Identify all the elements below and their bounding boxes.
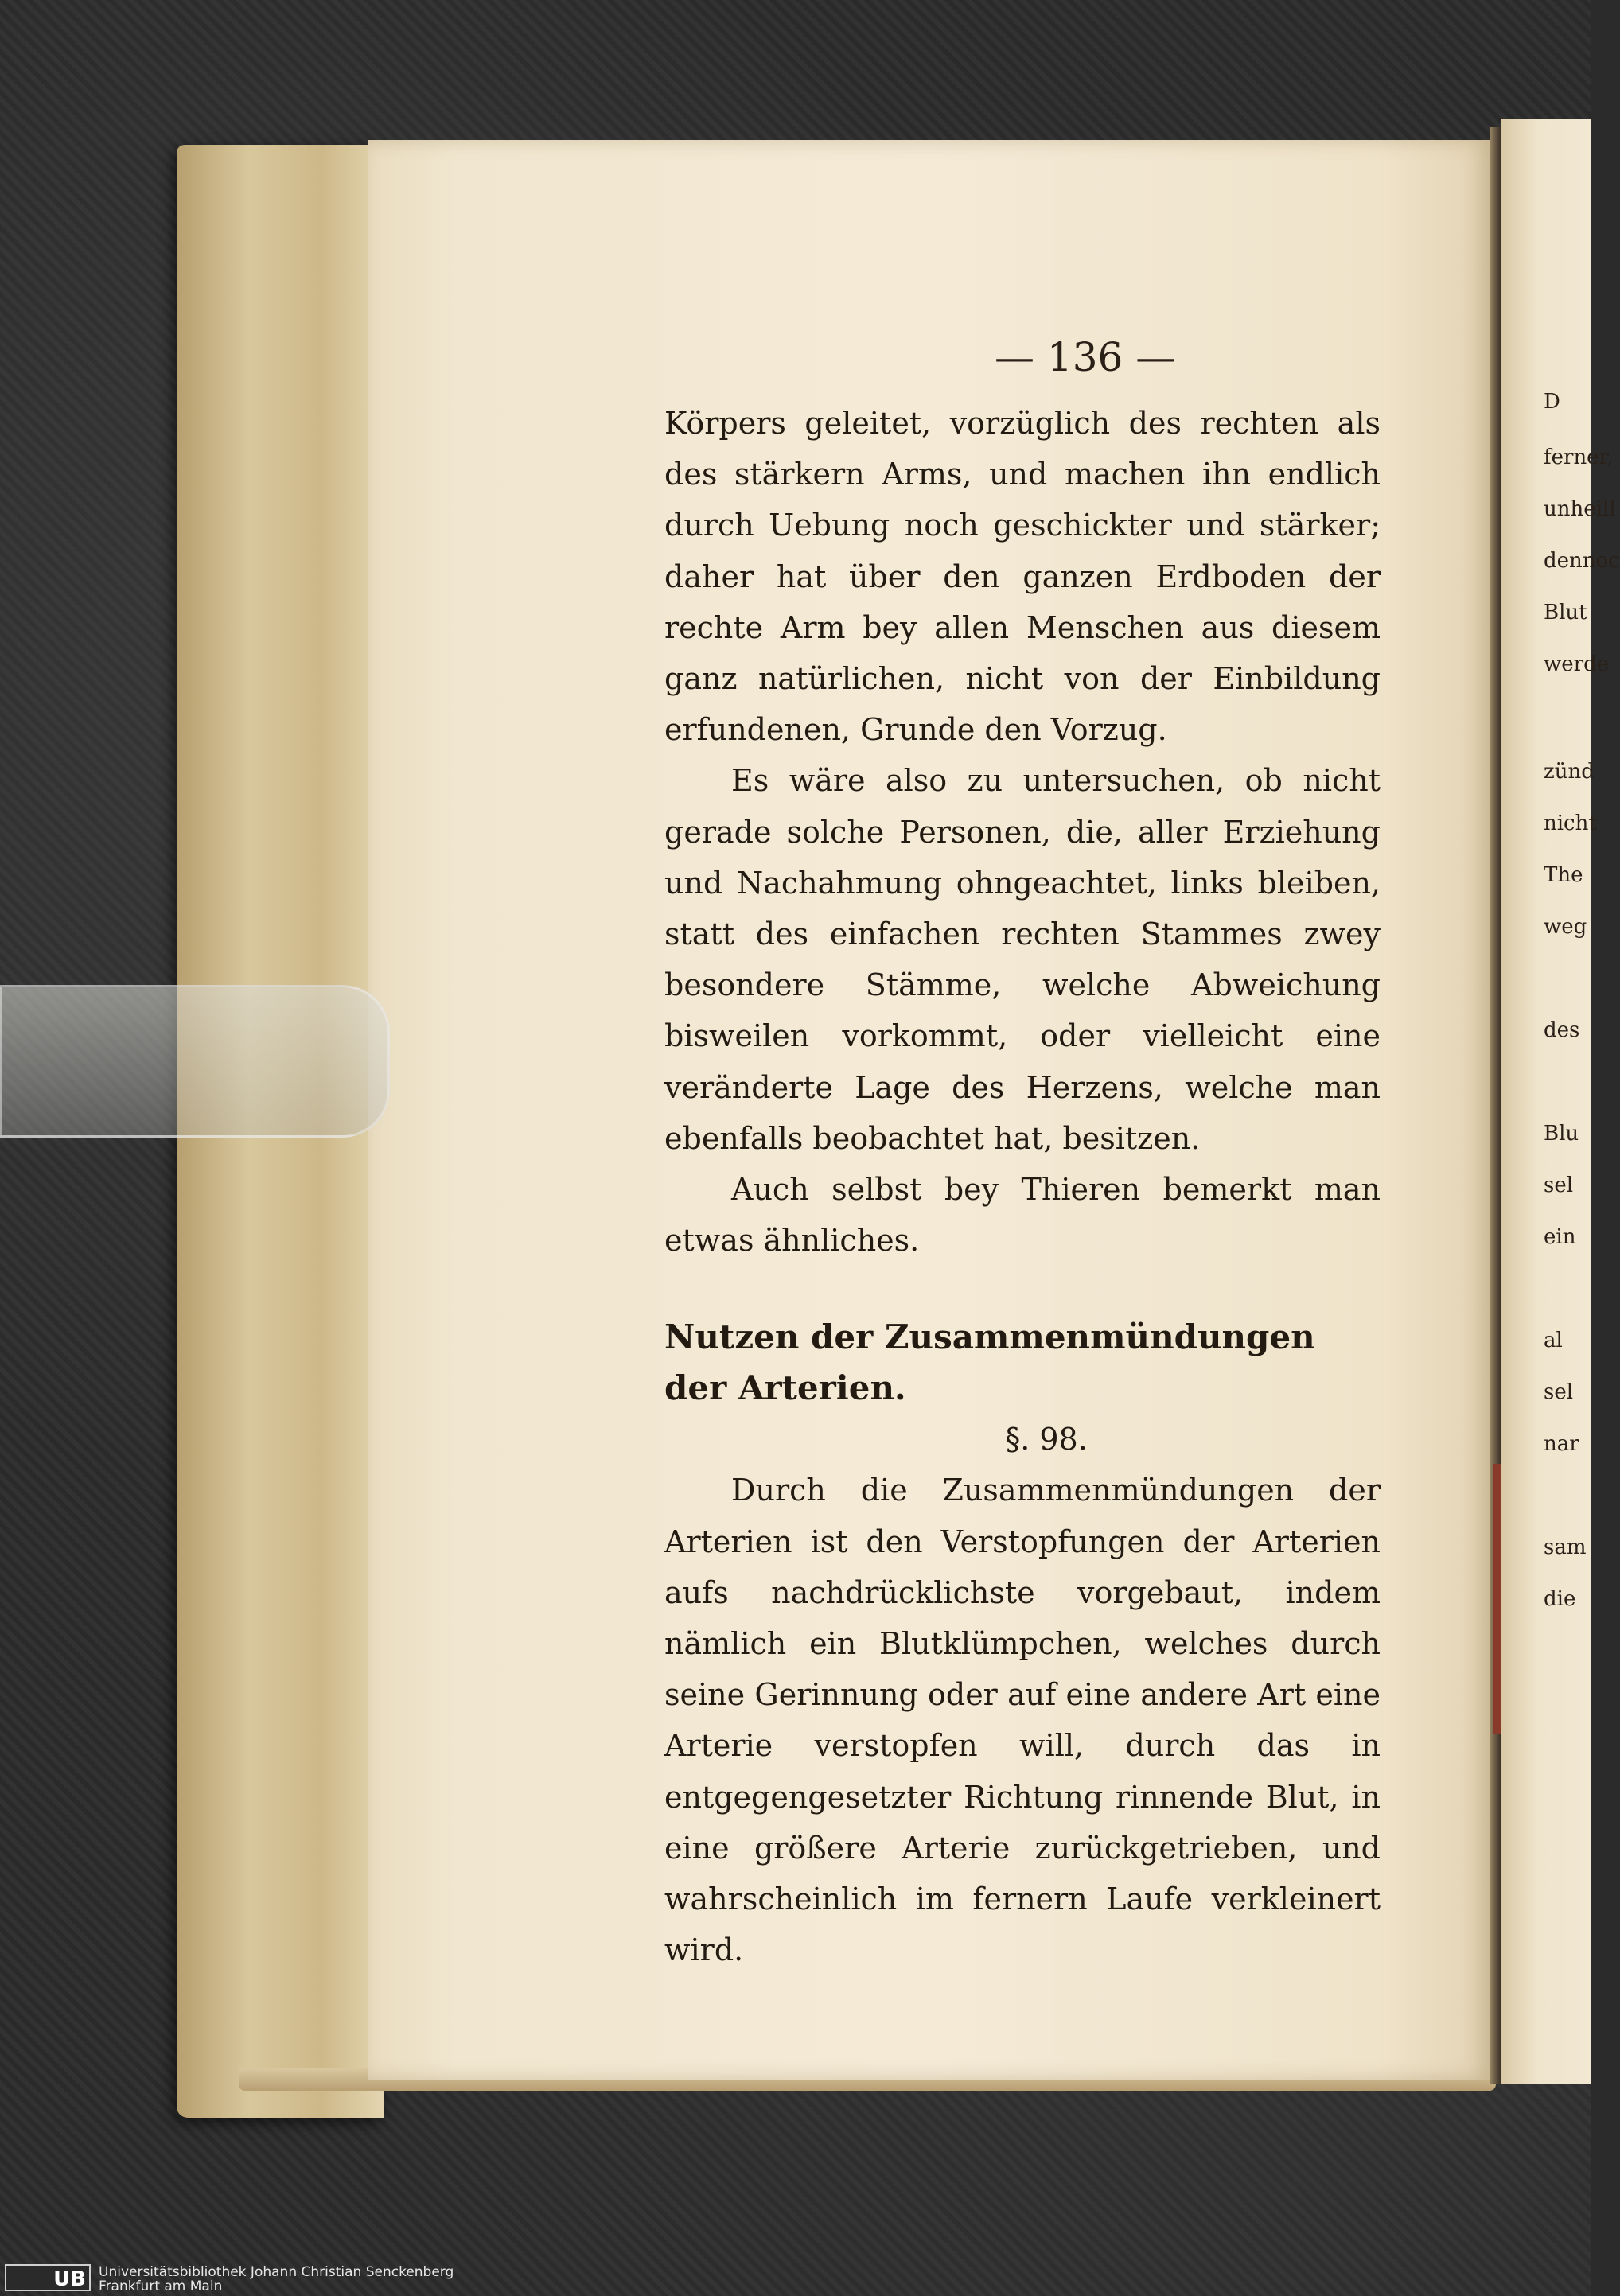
- facing-page-line: The: [1544, 863, 1583, 887]
- facing-page-line: werde: [1544, 652, 1610, 676]
- facing-page-line: zünd: [1544, 760, 1595, 784]
- facing-page-line: ferner,: [1544, 446, 1614, 469]
- facing-page-line: al: [1544, 1329, 1563, 1352]
- facing-page-line: weg: [1544, 915, 1587, 939]
- facing-page: [1501, 119, 1620, 2084]
- paragraph: Durch die Zusammenmündungen der Arterien ist den Verstopfungen der Arterien aufs nachdrücklichste vorgebaut, indem nämlich ein Blutklümpchen, welches durch seine Gerinnung oder auf eine andere Art eine Arterie verstopfen will, durch das in entgegengesetzter Richtung rinnende Blut, in eine größere Arterie zurückgetrieben, und wahrscheinlich im fernern Laufe verkleinert wird.: [664, 1473, 1381, 1968]
- plastic-page-holder: [0, 985, 390, 1138]
- facing-page-line: nicht: [1544, 811, 1597, 835]
- page-text: [664, 398, 1381, 1975]
- facing-page-line: D: [1544, 390, 1560, 414]
- facing-page-line: unheill: [1544, 497, 1616, 521]
- facing-page-line: sel: [1544, 1173, 1574, 1197]
- facing-page-line: ein: [1544, 1225, 1576, 1249]
- facing-page-line: Blut: [1544, 601, 1587, 625]
- paragraph: Auch selbst bey Thieren bemerkt man etwas ähnliches.: [664, 1172, 1381, 1259]
- facing-page-line: sam: [1544, 1535, 1587, 1559]
- red-binding-strip: [1493, 1464, 1501, 1734]
- library-name: Universitätsbibliothek Johann Christian Senckenberg: [99, 2264, 454, 2280]
- facing-page-line: Blu: [1544, 1122, 1579, 1146]
- library-city: Frankfurt am Main: [99, 2278, 223, 2294]
- section-number: §. 98.: [1005, 1422, 1088, 1457]
- facing-page-line: sel: [1544, 1380, 1574, 1404]
- paragraph: Körpers geleitet, vorzüglich des rechten als des stärkern Arms, und machen ihn endlich durch Uebung noch geschickter und stärker; daher hat über den ganzen Erdboden der rechte Arm bey allen Menschen aus diesem ganz natürlichen, nicht von der Einbildung erfundenen, Grunde den Vorzug.: [664, 406, 1381, 748]
- section-heading: Nutzen der Zusammenmündungen der Arterien.: [664, 1317, 1315, 1408]
- paragraph: Es wäre also zu untersuchen, ob nicht gerade solche Personen, die, aller Erziehung und Nachahmung ohngeachtet, links bleiben, statt des einfachen rechten Stammes zwey besondere Stämme, welche Abweichung bisweilen vorkommt, oder vielleicht eine veränderte Lage des Herzens, welche man ebenfalls beobachtet hat, besitzen.: [664, 763, 1381, 1156]
- facing-page-line: dennoc: [1544, 549, 1620, 573]
- facing-page-line: die: [1544, 1587, 1576, 1611]
- facing-page-line: des: [1544, 1018, 1580, 1042]
- book-gutter: [1490, 127, 1501, 2084]
- facing-page-line: nar: [1544, 1432, 1579, 1456]
- library-logo: UB: [5, 2264, 91, 2291]
